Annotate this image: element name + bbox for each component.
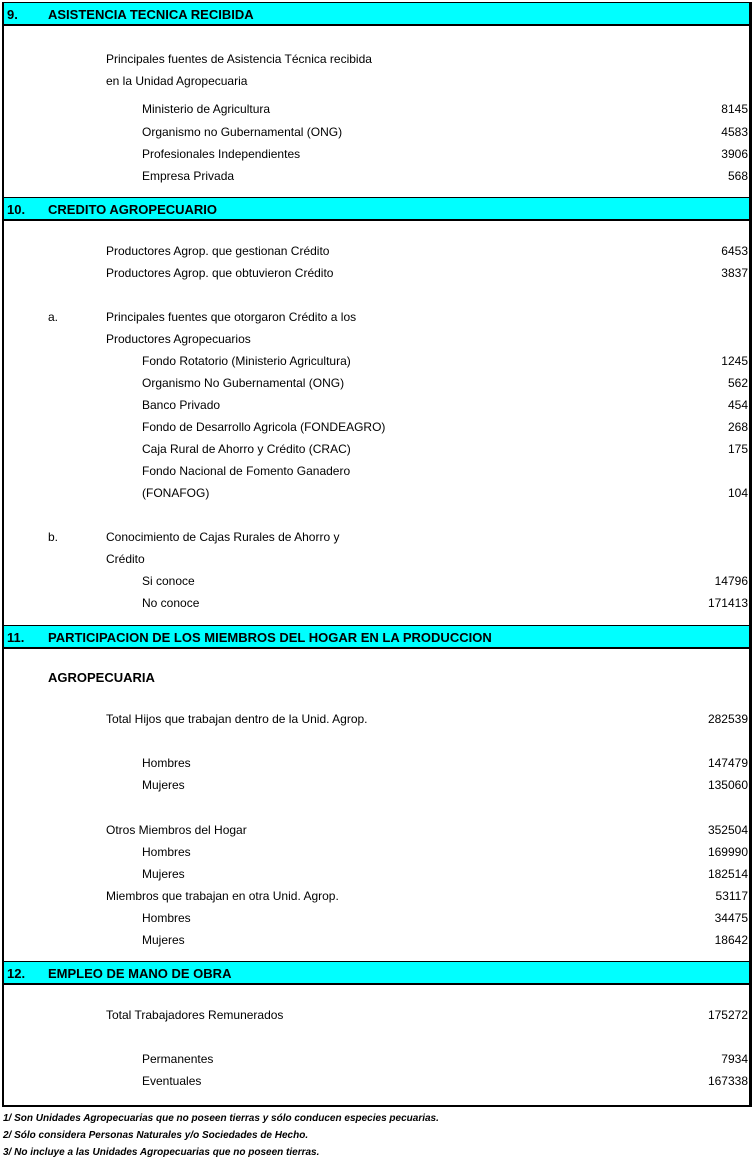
section-number: 9. (7, 7, 18, 22)
subsection-b-heading: Crédito (106, 552, 145, 566)
section-title: CREDITO AGROPECUARIO (48, 202, 218, 217)
table-row: No conoce 171413 (142, 596, 748, 610)
section-9-header (4, 2, 749, 26)
table-row: Hombres 147479 (142, 756, 748, 770)
table-row: Permanentes 7934 (142, 1052, 748, 1066)
table-row: Organismo No Gubernamental (ONG) 562 (142, 376, 748, 390)
table-row: Ministerio de Agricultura 8145 (142, 102, 748, 116)
table-row: Hombres 169990 (142, 845, 748, 859)
table-row: Productores Agrop. que gestionan Crédito 6453 (106, 244, 748, 258)
report-table (2, 2, 752, 1107)
section-title: ASISTENCIA TECNICA RECIBIDA (48, 7, 254, 22)
table-row: Banco Privado 454 (142, 398, 748, 412)
section-title: PARTICIPACION DE LOS MIEMBROS DEL HOGAR EN LA PRODUCCION (48, 630, 492, 645)
table-row: Miembros que trabajan en otra Unid. Agrop. 53117 (106, 889, 748, 903)
table-row: Total Trabajadores Remunerados 175272 (106, 1008, 748, 1022)
footnote: 3/ No incluye a las Unidades Agropecuarias que no poseen tierras. (3, 1147, 320, 1158)
section-12-header (4, 961, 749, 985)
table-row: Profesionales Independientes 3906 (142, 147, 748, 161)
intro-line: en la Unidad Agropecuaria (106, 74, 248, 88)
table-row: (FONAFOG) 104 (142, 486, 748, 500)
table-row: Total Hijos que trabajan dentro de la Unid. Agrop. 282539 (106, 712, 748, 726)
table-row: Mujeres 135060 (142, 778, 748, 792)
table-row: Eventuales 167338 (142, 1074, 748, 1088)
section-subtitle: AGROPECUARIA (48, 670, 155, 685)
footnote: 1/ Son Unidades Agropecuarias que no poseen tierras y sólo conducen especies pecuarias. (3, 1113, 439, 1124)
table-row: Fondo de Desarrollo Agricola (FONDEAGRO) 268 (142, 420, 748, 434)
footnote: 2/ Sólo considera Personas Naturales y/o Sociedades de Hecho. (3, 1130, 309, 1141)
section-number: 12. (7, 966, 26, 981)
table-row: Mujeres 182514 (142, 867, 748, 881)
subsection-a-heading: Productores Agropecuarios (106, 332, 251, 346)
table-row: Fondo Nacional de Fomento Ganadero (142, 464, 351, 478)
table-row: Empresa Privada 568 (142, 169, 748, 183)
section-number: 11. (7, 630, 25, 645)
intro-line: Principales fuentes de Asistencia Técnica recibida (106, 52, 372, 66)
table-row: Organismo no Gubernamental (ONG) 4583 (142, 125, 748, 139)
table-row: Si conoce 14796 (142, 574, 748, 588)
subsection-b-heading: b. Conocimiento de Cajas Rurales de Ahorro y (48, 530, 340, 544)
table-row: Mujeres 18642 (142, 933, 748, 947)
section-number: 10. (7, 202, 26, 217)
table-row: Otros Miembros del Hogar 352504 (106, 823, 748, 837)
footnotes (3, 1110, 439, 1161)
section-10-header (4, 197, 749, 221)
section-title: EMPLEO DE MANO DE OBRA (48, 966, 232, 981)
subsection-a-heading: a. Principales fuentes que otorgaron Crédito a los (48, 310, 357, 324)
table-row: Fondo Rotatorio (Ministerio Agricultura) 1245 (142, 354, 748, 368)
table-row: Productores Agrop. que obtuvieron Crédito 3837 (106, 266, 748, 280)
section-11-header (4, 625, 749, 649)
table-row: Caja Rural de Ahorro y Crédito (CRAC) 175 (142, 442, 748, 456)
table-row: Hombres 34475 (142, 911, 748, 925)
